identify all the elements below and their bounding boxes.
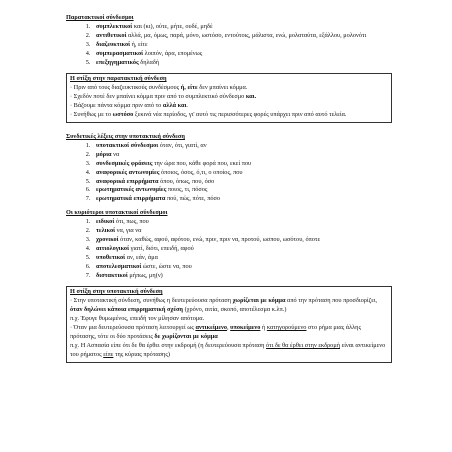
section-title-subordinating-words: Συνδετικές λέξεις στην υποτακτική σύνδεση xyxy=(66,132,185,140)
list-item: 6. ερωτηματικές αντωνυμίες ποιος, τι, πόσος xyxy=(92,186,396,195)
list-main-subordinating xyxy=(66,218,396,280)
list-item: 1. υποτακτικοί σύνδεσμοι όταν, ότι, γιατί, αν xyxy=(92,142,396,151)
box-line: · Συνήθως με το ωστόσο ξεκινά νέα περίοδος, γι' αυτό τις περισσότερες φορές υπάρχει πριν από αυτό τελεία. xyxy=(70,111,347,119)
list-item: 3. χρονικοί όταν, καθώς, αφού, αφότου, ενώ, πριν, πριν να, προτού, ωσπου, ωσότου, όποτε xyxy=(92,236,396,245)
list-item: 2. αντιθετικοί αλλά, μα, όμως, παρά, μόνο, ωστόσο, εντούτοις, μάλιστα, ενώ, μολαταύτα, εξάλλου, μολονότι xyxy=(92,32,396,41)
list-item: 6. αποτελεσματικοί ώστε, ώστε να, που xyxy=(92,263,396,272)
list-item: 4. αναφορικές αντωνυμίες όποιος, όσος, ό,τι, ο οποίος, που xyxy=(92,169,396,178)
box-punctuation-coordinating xyxy=(66,73,392,123)
box-line: π.χ. Έφυγε θυμωμένος, επειδή τον μίλησαν απότομα. xyxy=(70,315,205,323)
list-item: 5. αναφορικά επιρρήματα όπου, όπως, που, όσο xyxy=(92,178,396,187)
box-line: · Όταν μια δευτερεύουσα πρόταση λειτουργεί ως αντικείμενο, υποκείμενο ή κατηγορούμενο στο ρήμα μιας άλλης πρότασης, τότε οι δύο προτάσεις δε χωρίζονται με κόμμα xyxy=(70,324,361,340)
section-title-coordinating: Παρατακτικοί σύνδεσμοι xyxy=(66,14,134,21)
document-content xyxy=(66,14,396,373)
box-line: π.χ. Η Ασπασία είπε ότι δε θα έρθει στην εκδρομή (η δευτερεύουσα πρόταση ότι δε θα έρθει στην εκδρομή είναι αντικείμενο του ρήματος είπε της κύριας πρότασης) xyxy=(70,341,386,358)
box-line: · Στην υποτακτική σύνδεση, συνήθως η δευτερεύουσα πρόταση χωρίζεται με κόμμα από την πρόταση που προσδιορίζει, όταν δηλώνει κάποια επιρρηματική σχέση (χρόνο, αιτία, σκοπό, αποτέλεσμα κ.λπ.) xyxy=(70,297,378,314)
list-item: 4. συμπερασματικοί λοιπόν, άρα, επομένως xyxy=(92,50,396,59)
box-line: · Πριν από τους διαζευκτικούς συνδέσμους ή, είτε δεν μπαίνει κόμμα. xyxy=(70,84,248,92)
list-item: 2. τελικοί να, για να xyxy=(92,227,396,236)
list-item: 1. ειδικοί ότι, πως, που xyxy=(92,218,396,227)
list-item: 2. μόρια να xyxy=(92,151,396,160)
section-title-main-subordinating: Οι κυριότεροι υποτακτικοί σύνδεσμοι xyxy=(66,209,168,217)
box-title: Η στίξη στην παρατακτική σύνδεση xyxy=(70,75,167,83)
list-item: 4. αιτιολογικοί γιατί, διότι, επειδή, αφού xyxy=(92,245,396,254)
list-subordinating-words xyxy=(66,142,396,204)
box-punctuation-subordinating xyxy=(66,286,392,362)
list-item: 5. επεξηγηματικός δηλαδή xyxy=(92,59,396,68)
list-coordinating xyxy=(66,23,396,68)
box-line: · Βάζουμε πάντα κόμμα πριν από το αλλά και. xyxy=(70,102,188,110)
box-line: · Σχεδόν ποτέ δεν μπαίνει κόμμα πριν από το συμπλεκτικό σύνδεσμο και. xyxy=(70,93,257,101)
list-item: 3. διαζευκτικοί ή, είτε xyxy=(92,41,396,50)
list-item: 7. ερωτηματικά επιρρήματα πού, πώς, πότε, πόσο xyxy=(92,195,396,204)
list-item: 5. υποθετικοί αν, εάν, άμα xyxy=(92,254,396,263)
list-item: 7. διστακτικοί μήπως, μη(ν) xyxy=(92,272,396,281)
list-item: 3. συνδεσμικές φράσεις την ώρα που, κάθε φορά που, εκεί που xyxy=(92,160,396,169)
box-title: Η στίξη στην υποτακτική σύνδεση xyxy=(70,288,163,296)
list-item: 1. συμπλεκτικοί και (κι), ούτε, μήτε, ουδέ, μηδέ xyxy=(92,23,396,32)
